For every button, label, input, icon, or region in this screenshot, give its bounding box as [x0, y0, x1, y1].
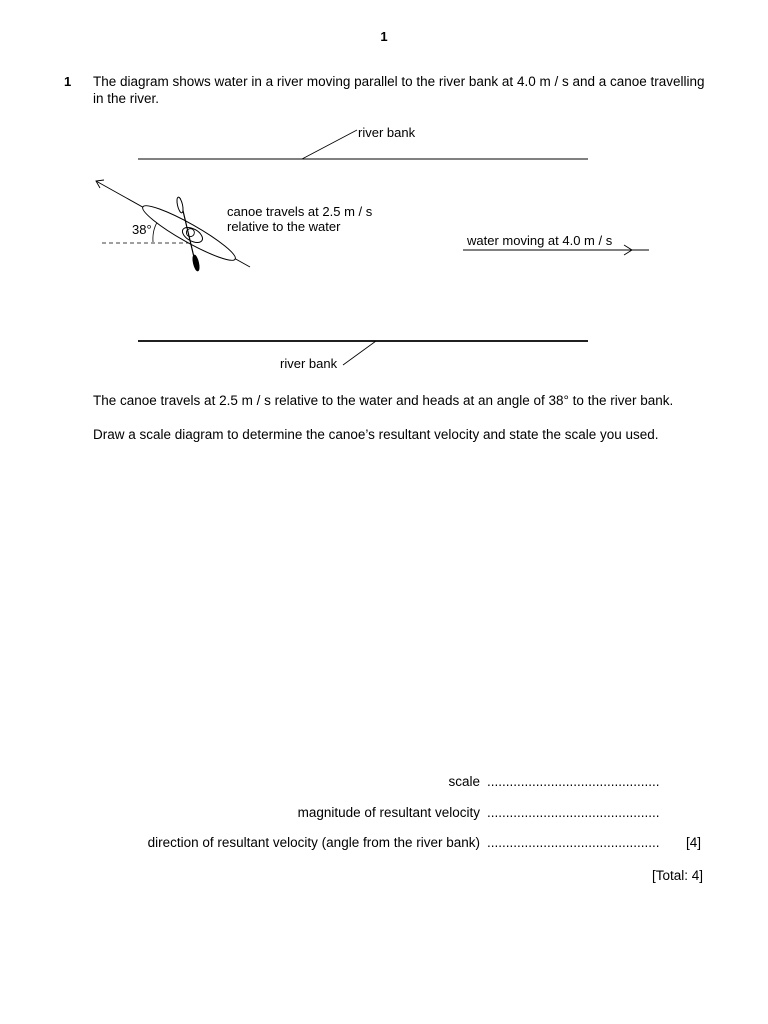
- canoe-label-line2: relative to the water: [227, 219, 341, 234]
- question-number: 1: [64, 74, 72, 89]
- page-number: 1: [380, 29, 388, 44]
- angle-label: 38°: [132, 222, 152, 237]
- top-bank-label: river bank: [358, 125, 416, 140]
- bottom-bank-leader-line: [343, 341, 376, 365]
- canoe-heading-arrowhead: [96, 180, 104, 188]
- answer-line-direction[interactable]: ..............................................: [487, 835, 660, 850]
- water-label: water moving at 4.0 m / s: [467, 233, 613, 248]
- answer-label-magnitude: magnitude of resultant velocity: [297, 805, 480, 820]
- top-bank-leader-line: [302, 130, 357, 159]
- total-marks: [Total: 4]: [651, 868, 703, 883]
- bottom-bank-label: river bank: [280, 356, 338, 371]
- instruction-paragraph-2: Draw a scale diagram to determine the canoe’s resultant velocity and state the scale you used.: [93, 427, 659, 442]
- answer-label-scale: scale: [448, 774, 480, 789]
- answer-row-magnitude: [0, 805, 768, 823]
- answer-row-scale: [0, 774, 768, 792]
- instruction-paragraph-1: The canoe travels at 2.5 m / s relative to the water and heads at an angle of 38° to the river bank.: [93, 393, 674, 408]
- answer-row-direction: [0, 835, 768, 853]
- answer-line-scale[interactable]: ..............................................: [487, 774, 660, 789]
- answer-label-direction: direction of resultant velocity (angle from the river bank): [147, 835, 480, 850]
- river-canoe-diagram: [0, 0, 768, 400]
- answer-line-magnitude[interactable]: ..............................................: [487, 805, 660, 820]
- question-text: The diagram shows water in a river moving parallel to the river bank at 4.0 m / s and a canoe travelling in the river.: [93, 74, 705, 106]
- canoe-label-line1: canoe travels at 2.5 m / s: [227, 204, 373, 219]
- marks-label: [4]: [686, 835, 702, 850]
